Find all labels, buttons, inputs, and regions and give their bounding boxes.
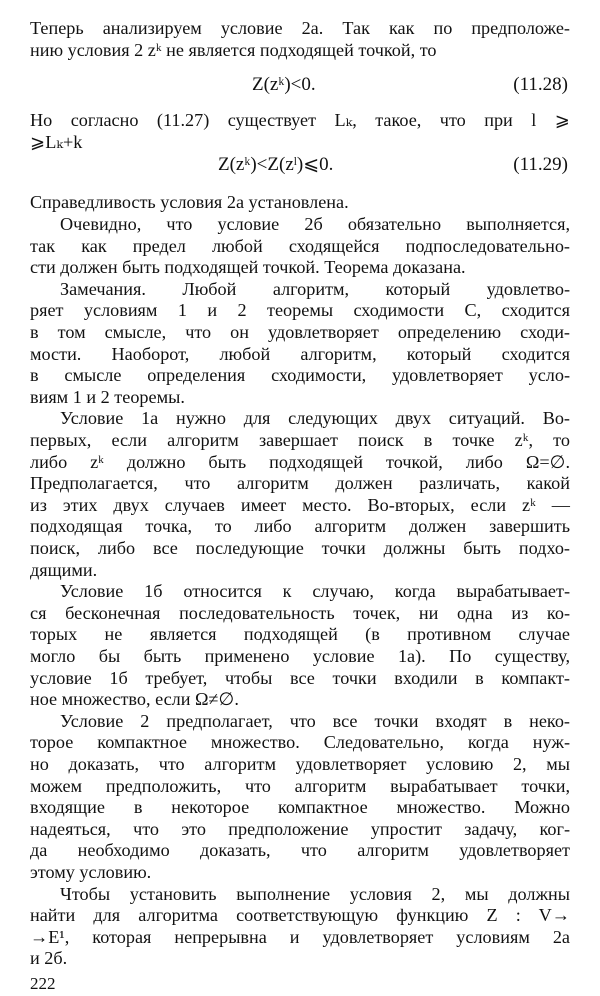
text-line: Чтобы установить выполнение условия 2, мы должны xyxy=(60,883,570,904)
text-line: дящими. xyxy=(30,559,98,580)
text-line: Но согласно (11.27) существует Lₖ, такое, что при l ⩾ xyxy=(30,110,570,130)
text-line: могло бы быть применено условие 1а). По существу, xyxy=(30,646,570,666)
text-line: Предполагается, что алгоритм должен различать, какой xyxy=(30,473,570,494)
text-line: либо zᵏ должно быть подходящей точкой, либо Ω=∅. xyxy=(30,451,570,472)
text-line: Условие 1а нужно для следующих двух ситуаций. Во- xyxy=(60,408,570,429)
equation-11-29: Z(zᵏ)<Z(zˡ)⩽0. xyxy=(218,154,334,175)
text-line: в том смысле, что он удовлетворяет определению сходи- xyxy=(30,322,570,342)
text-line: найти для алгоритма соответствующую функцию Z : V→ xyxy=(30,905,570,926)
text-line: торое компактное множество. Следовательно, когда нуж- xyxy=(30,732,570,753)
text-line: Очевидно, что условие 2б обязательно выполняется, xyxy=(60,214,570,234)
text-line: но доказать, что алгоритм удовлетворяет условию 2, мы xyxy=(30,754,570,774)
text-line: поиск, либо все последующие точки должны быть подхо- xyxy=(30,538,570,558)
text-line: из этих двух случаев имеет место. Во-вторых, если zᵏ — xyxy=(30,494,570,515)
text-line: подходящая точка, то либо алгоритм должен завершить xyxy=(30,516,570,537)
text-line: Условие 2 предполагает, что все точки входят в неко- xyxy=(60,710,570,731)
text-line: виям 1 и 2 теоремы. xyxy=(30,386,185,407)
text-line: ⩾Lₖ+k xyxy=(30,132,83,152)
text-line: в смысле определения сходимости, удовлетворяет усло- xyxy=(30,365,570,386)
text-line: надеяться, что это предположение упростит задачу, ког- xyxy=(30,818,570,839)
text-line: условие 1б требует, чтобы все точки входили в компакт- xyxy=(30,667,570,688)
text-line: первых, если алгоритм завершает поиск в точке zᵏ, то xyxy=(30,430,570,450)
equation-number: (11.29) xyxy=(513,154,568,175)
text-line: так как предел любой сходящейся подпоследовательно- xyxy=(30,235,570,256)
text-line: торых не является подходящей (в противном случае xyxy=(30,624,570,645)
equation-11-28: Z(zᵏ)<0. xyxy=(252,74,316,95)
text-line: мости. Наоборот, любой алгоритм, который сходится xyxy=(30,343,570,364)
text-line: можем предположить, что алгоритм вырабатывает точки, xyxy=(30,775,570,796)
text-line: ряет условиям 1 и 2 теоремы сходимости С, сходится xyxy=(30,300,570,321)
text-line: Справедливость условия 2а установлена. xyxy=(30,192,349,212)
text-line: сти должен быть подходящей точкой. Теорема доказана. xyxy=(30,257,466,278)
text-line: этому условию. xyxy=(30,862,152,882)
text-line: да необходимо доказать, что алгоритм удовлетворяет xyxy=(30,840,570,861)
text-line: входящие в некоторое компактное множество. Можно xyxy=(30,797,570,818)
text-line: ное множество, если Ω≠∅. xyxy=(30,689,239,710)
text-line: Теперь анализируем условие 2а. Так как по предположе- xyxy=(30,18,570,38)
text-line: Условие 1б относится к случаю, когда вырабатывает- xyxy=(60,581,570,602)
text-line: →E¹, которая непрерывна и удовлетворяет условиям 2а xyxy=(30,926,570,947)
text-line: нию условия 2 zᵏ не является подходящей точкой, то xyxy=(30,40,437,60)
text-line: и 2б. xyxy=(30,948,68,969)
equation-number: (11.28) xyxy=(513,74,568,95)
text-line: ся бесконечная последовательность точек, ни одна из ко- xyxy=(30,602,570,623)
text-line: Замечания. Любой алгоритм, который удовлетво- xyxy=(60,278,570,299)
page-number: 222 xyxy=(30,974,56,993)
